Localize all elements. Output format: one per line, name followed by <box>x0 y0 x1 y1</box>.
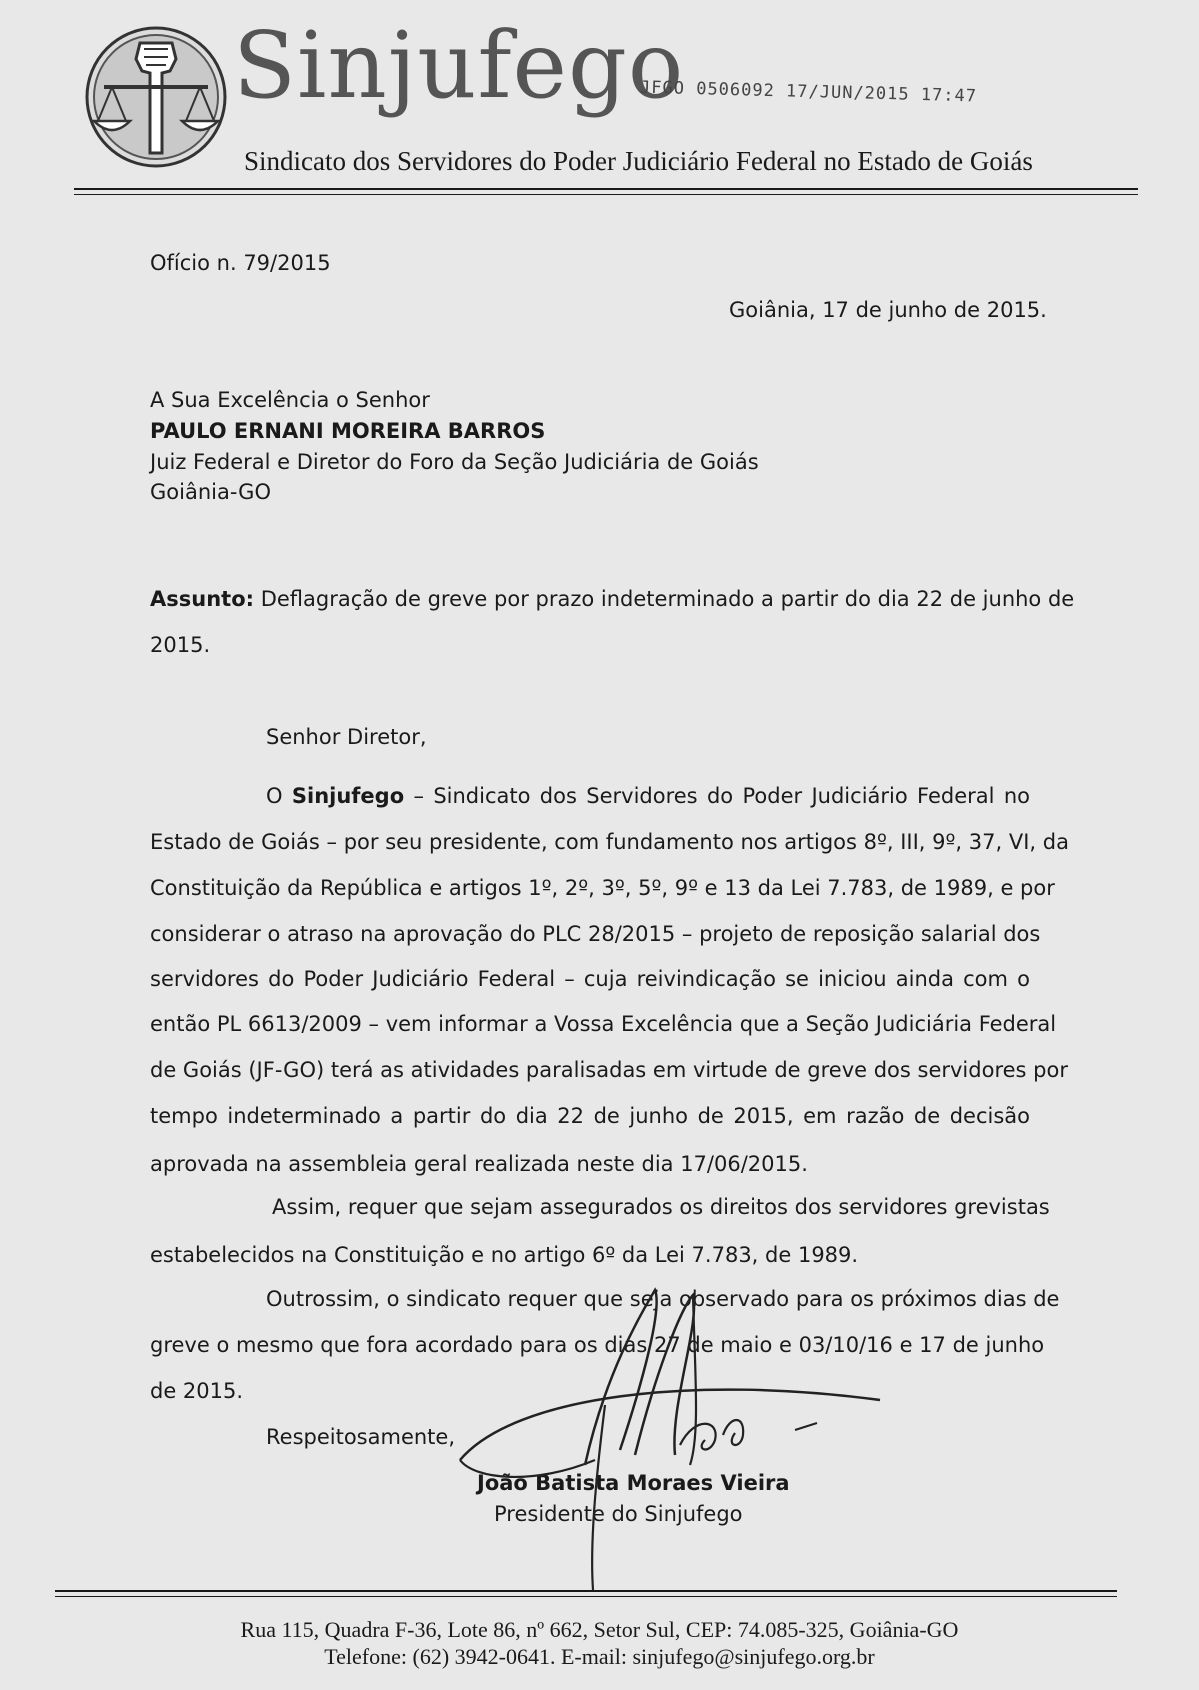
body-line: aprovada na assembleia geral realizada neste dia 17/06/2015. <box>150 1152 808 1176</box>
sinjufego-logo-icon <box>84 25 228 169</box>
subject-line <box>150 585 1074 613</box>
protocol-stamp: JFGO 0506092 17/JUN/2015 17:47 <box>639 77 978 107</box>
body-line: servidores do Poder Judiciário Federal – cuja reivindicação se iniciou ainda com o <box>150 967 1030 991</box>
body-line: estabelecidos na Constituição e no artigo 6º da Lei 7.783, de 1989. <box>150 1243 859 1267</box>
addressee-title: Juiz Federal e Diretor do Foro da Seção Judiciária de Goiás <box>150 450 759 474</box>
sinjufego-mention: Sinjufego <box>291 784 405 808</box>
closing: Respeitosamente, <box>266 1425 455 1449</box>
body-line: considerar o atraso na aprovação do PLC 28/2015 – projeto de reposição salarial dos <box>150 922 1041 946</box>
body-line: então PL 6613/2009 – vem informar a Vossa Excelência que a Seção Judiciária Federal <box>150 1012 1057 1036</box>
body-line: Outrossim, o sindicato requer que seja observado para os próximos dias de <box>266 1287 1060 1311</box>
body-line: tempo indeterminado a partir do dia 22 de junho de 2015, em razão de decisão <box>150 1104 1030 1128</box>
office-reference: Ofício n. 79/2015 <box>150 251 331 275</box>
subject-text: Deflagração de greve por prazo indeterminado a partir do dia 22 de junho de <box>260 587 1075 611</box>
body-line: Estado de Goiás – por seu presidente, com fundamento nos artigos 8º, III, 9º, 37, VI, da <box>150 830 1069 854</box>
addressee-name: PAULO ERNANI MOREIRA BARROS <box>150 419 546 443</box>
footer-contact: Telefone: (62) 3942-0641. E-mail: sinjufego@sinjufego.org.br <box>324 1644 875 1669</box>
body-line: Constituição da República e artigos 1º, 2º, 3º, 5º, 9º e 13 da Lei 7.783, de 1989, e por <box>150 876 1055 900</box>
date-line: Goiânia, 17 de junho de 2015. <box>729 298 1047 322</box>
signer-role: Presidente do Sinjufego <box>494 1502 743 1526</box>
subject-label: Assunto: <box>150 587 255 611</box>
body-line: Assim, requer que sejam assegurados os direitos dos servidores grevistas <box>272 1195 1050 1219</box>
subject-line-2: 2015. <box>150 633 211 657</box>
body-line: greve o mesmo que fora acordado para os dias 27 de maio e 03/10/16 e 17 de junho <box>150 1333 1045 1357</box>
body-line: O Sinjufego – Sindicato dos Servidores do Poder Judiciário Federal no <box>266 784 1030 808</box>
letterhead-subtitle: Sindicato dos Servidores do Poder Judiciário Federal no Estado de Goiás <box>244 146 1033 176</box>
brand-name: Sinjufego <box>233 12 685 119</box>
footer-address: Rua 115, Quadra F-36, Lote 86, nº 662, Setor Sul, CEP: 74.085-325, Goiânia-GO <box>240 1617 959 1642</box>
greeting: Senhor Diretor, <box>266 725 427 749</box>
signer-name: João Batista Moraes Vieira <box>477 1471 790 1495</box>
footer-rule-top <box>55 1590 1117 1592</box>
addressee-salutation: A Sua Excelência o Senhor <box>150 388 430 412</box>
body-line: de 2015. <box>150 1379 244 1403</box>
header-rule-top <box>74 188 1138 190</box>
footer-rule-bottom <box>55 1596 1117 1597</box>
header-rule-bottom <box>74 194 1138 195</box>
addressee-city: Goiânia-GO <box>150 480 271 504</box>
body-line: de Goiás (JF-GO) terá as atividades paralisadas em virtude de greve dos servidores por <box>150 1058 1068 1082</box>
